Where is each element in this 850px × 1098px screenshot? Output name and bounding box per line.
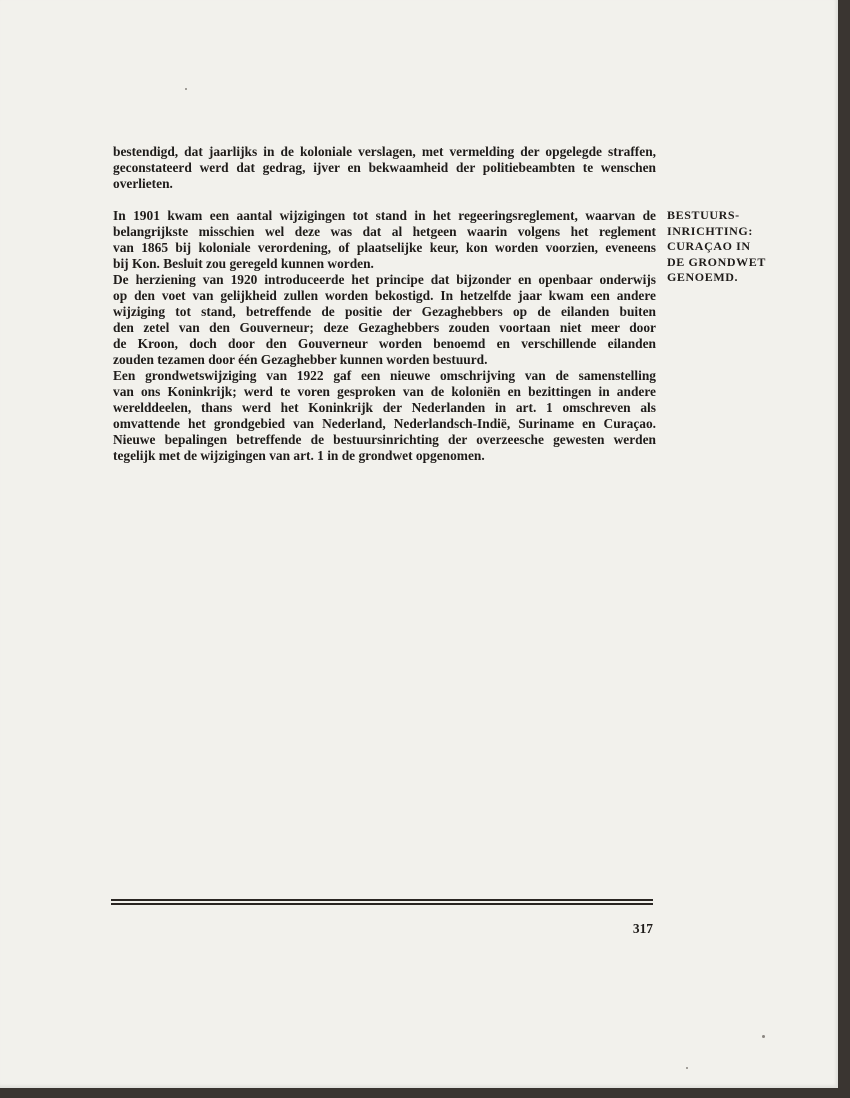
paragraph-1-line: geconstateerd werd dat gedrag, ijver en bekwaamheid der politiebeambten te wenschen xyxy=(113,160,656,175)
paragraph-2-line: werelddeelen, thans werd het Koninkrijk der Nederlanden in art. 1 omschreven als xyxy=(113,400,656,415)
paragraph-2-line: In 1901 kwam een aantal wijzigingen tot stand in het regeeringsreglement, waarvan de xyxy=(113,208,656,223)
paragraph-2-line: belangrijkste misschien wel deze was dat al hetgeen waarin volgens het reglement xyxy=(113,224,656,239)
paragraph-2-line: de Kroon, doch door den Gouverneur worden benoemd en verschillende eilanden xyxy=(113,336,656,351)
paragraph-2-line: op den voet van gelijkheid zullen worden bekostigd. In hetzelfde jaar kwam een andere xyxy=(113,288,656,303)
margin-note-line: BESTUURS- xyxy=(667,208,740,222)
margin-note-line: CURAÇAO IN xyxy=(667,239,751,253)
footer-rule-top xyxy=(111,899,653,901)
page-number: 317 xyxy=(632,921,653,936)
paragraph-2-line: zouden tezamen door één Gezaghebber kunnen worden bestuurd. xyxy=(113,352,488,367)
footer-rule-bottom xyxy=(111,903,653,905)
paper-speck xyxy=(762,1035,765,1038)
paragraph-2-line: van ons Koninkrijk; werd te voren gesproken van de koloniën en bezittingen in andere xyxy=(113,384,656,399)
paragraph-2-line: tegelijk met de wijzigingen van art. 1 in de grondwet opgenomen. xyxy=(113,448,485,463)
paragraph-2-line: bij Kon. Besluit zou geregeld kunnen worden. xyxy=(113,256,374,271)
margin-note-line: DE GRONDWET xyxy=(667,254,766,269)
paragraph-2-line: De herziening van 1920 introduceerde het principe dat bijzonder en openbaar onderwijs xyxy=(113,272,656,287)
paper-speck xyxy=(185,88,187,90)
paragraph-1 xyxy=(113,144,656,192)
paper-speck xyxy=(686,1067,688,1069)
paragraph-1-line: bestendigd, dat jaarlijks in de koloniale verslagen, met vermelding der opgelegde straffen, xyxy=(113,144,656,159)
margin-note-line: INRICHTING: xyxy=(667,223,753,238)
paragraph-2-line: van 1865 bij koloniale verordening, of plaatselijke keur, kon worden voorzien, eveneens xyxy=(113,240,656,255)
margin-note xyxy=(667,208,767,286)
paragraph-2-line: Nieuwe bepalingen betreffende de bestuursinrichting der overzeesche gewesten werden xyxy=(113,432,656,447)
margin-note-line: GENOEMD. xyxy=(667,270,739,284)
paragraph-2-line: wijziging tot stand, betreffende de positie der Gezaghebbers op de eilanden buiten xyxy=(113,304,656,319)
paragraph-2 xyxy=(113,208,656,464)
paragraph-1-line: overlieten. xyxy=(113,176,173,191)
paragraph-2-line: den zetel van den Gouverneur; deze Gezaghebbers zouden voortaan niet meer door xyxy=(113,320,656,335)
paragraph-2-line: omvattende het grondgebied van Nederland, Nederlandsch-Indië, Suriname en Curaçao. xyxy=(113,416,656,431)
paragraph-2-line: Een grondwetswijziging van 1922 gaf een nieuwe omschrijving van de samenstelling xyxy=(113,368,656,383)
